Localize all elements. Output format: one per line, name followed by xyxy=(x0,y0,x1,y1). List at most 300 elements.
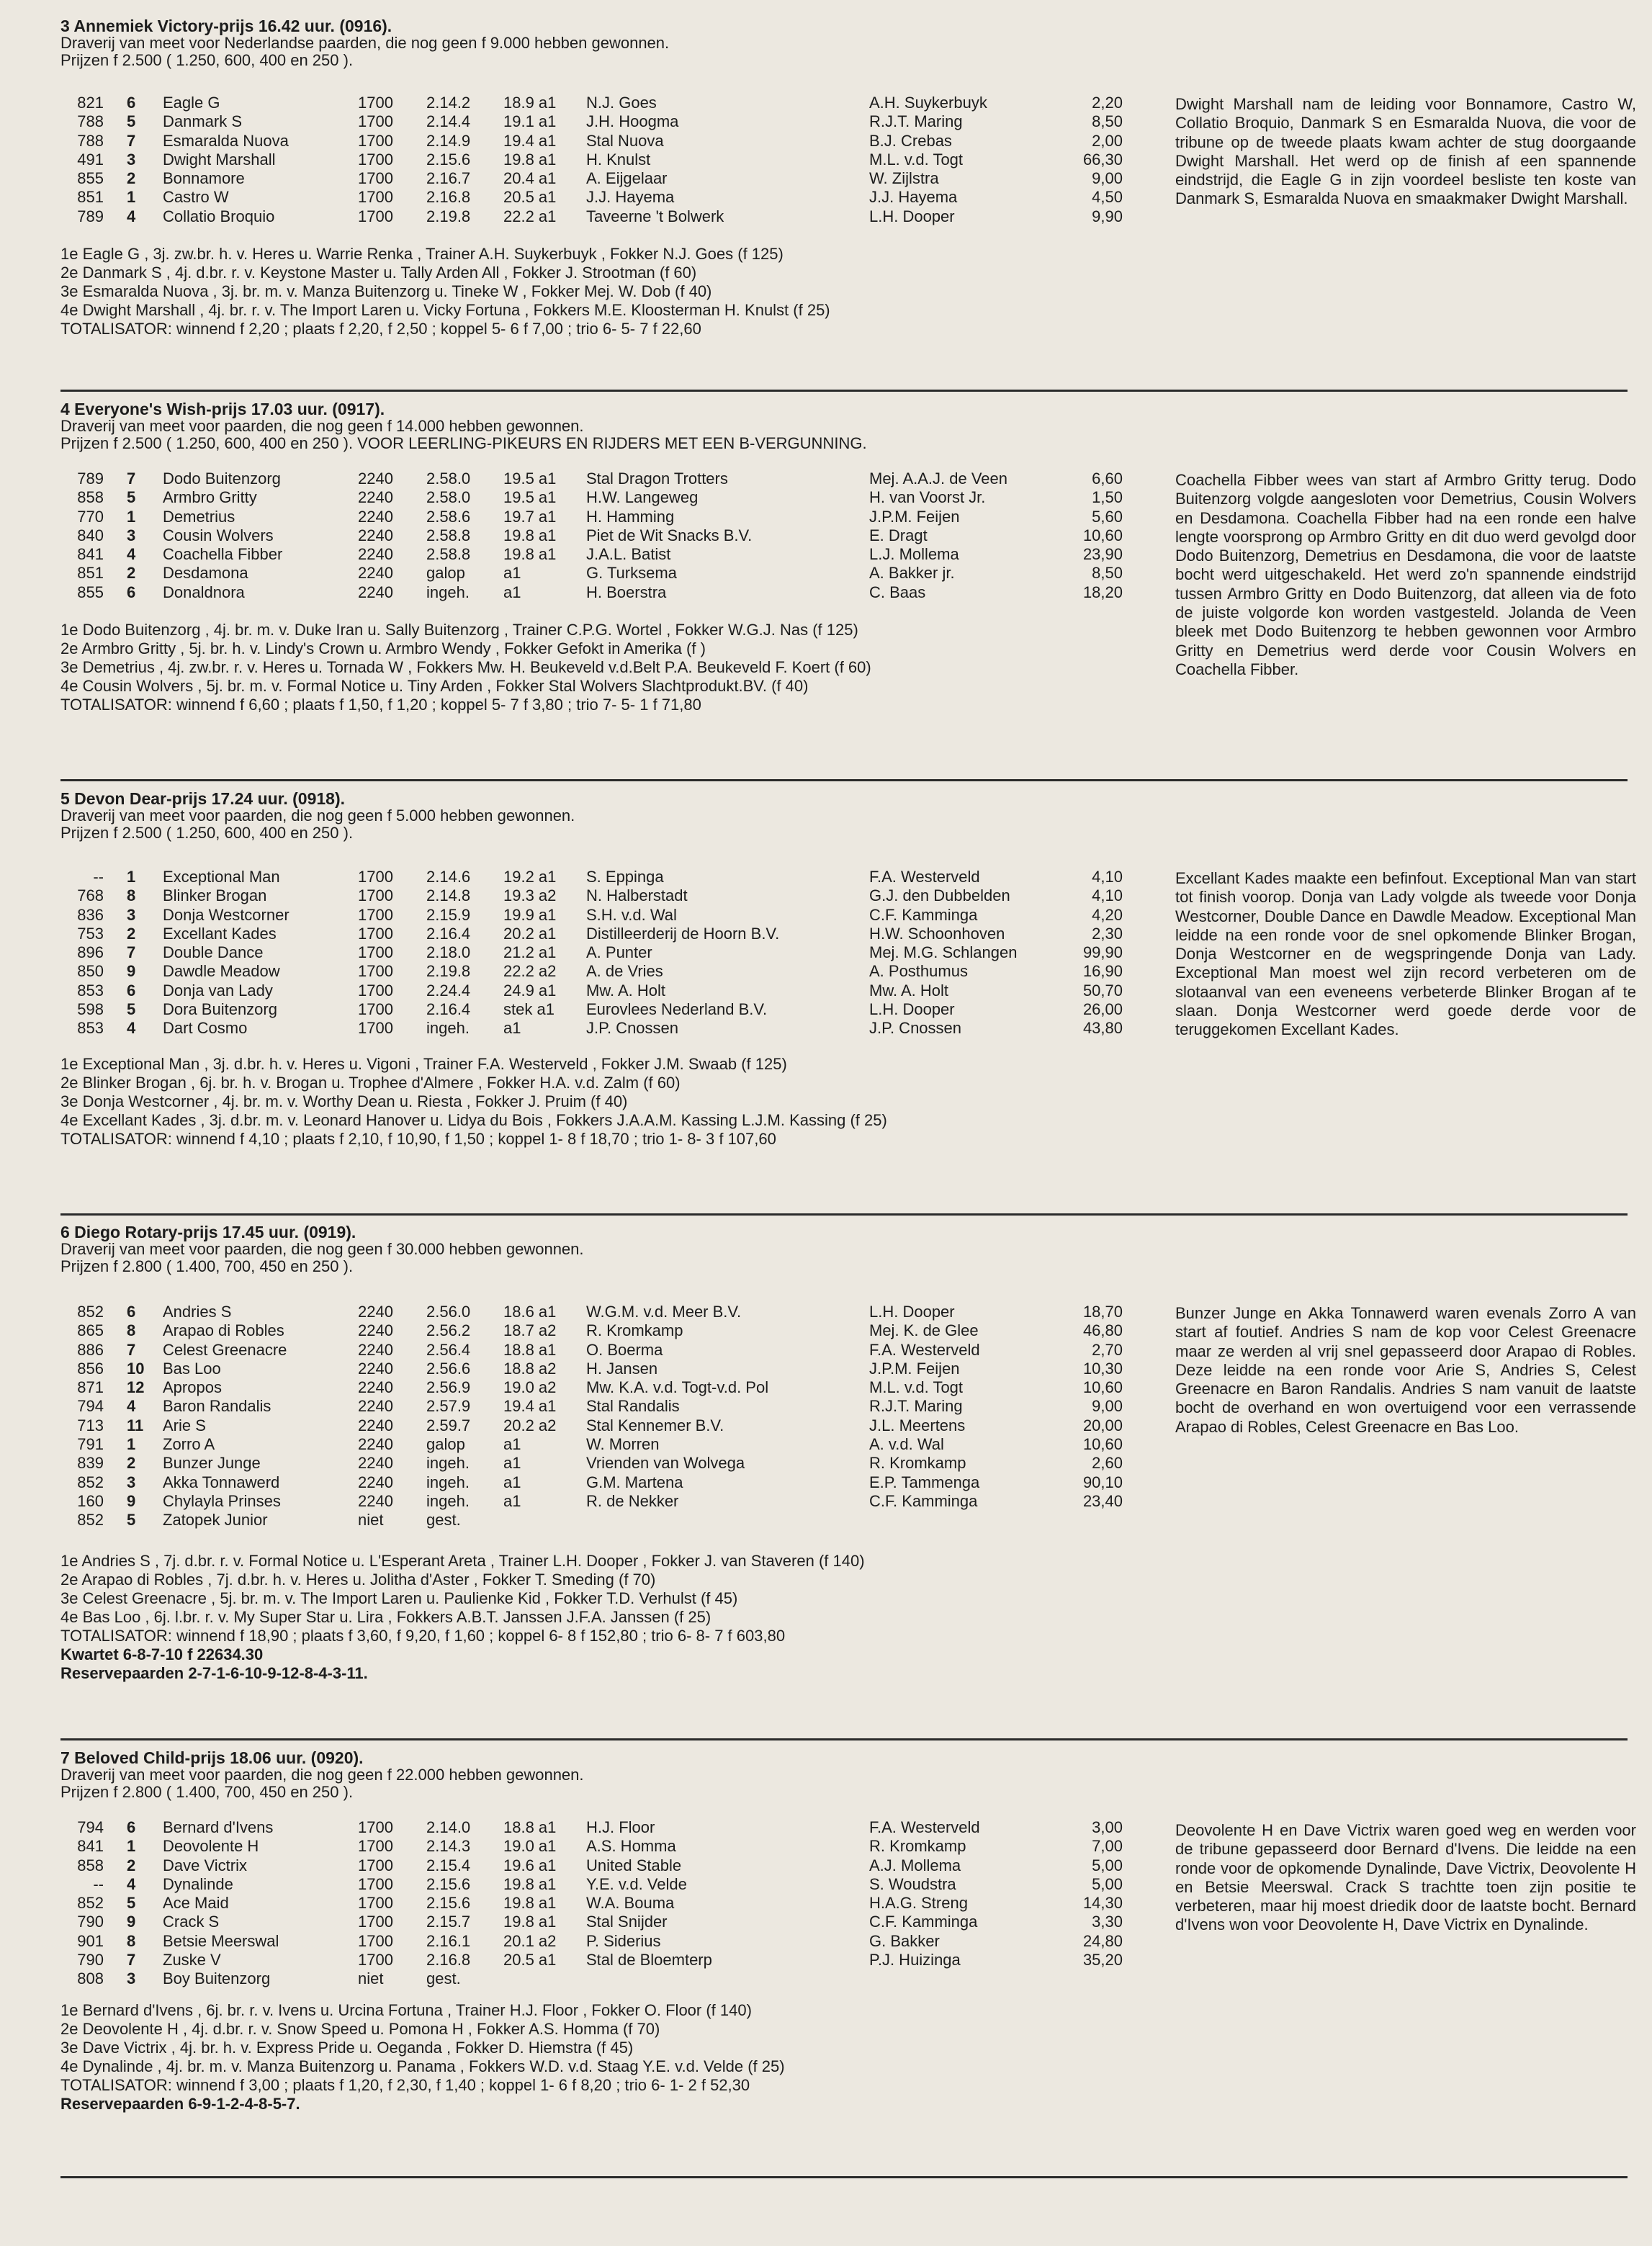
result-line: 2e Deovolente H , 4j. d.br. r. v. Snow Speed u. Pomona H , Fokker A.S. Homma (f 70) xyxy=(60,2020,660,2038)
post-position: 7 xyxy=(127,470,136,488)
odds-value: 10,30 xyxy=(1082,1359,1123,1378)
distance: 2240 xyxy=(358,1321,393,1340)
km-time: a1 xyxy=(503,1473,521,1491)
result-line: TOTALISATOR: winnend f 6,60 ; plaats f 1,50, f 1,20 ; koppel 5- 7 f 3,80 ; trio 7- 5- 1 f 71,80 xyxy=(60,696,701,714)
result-line: 1e Dodo Buitenzorg , 4j. br. m. v. Duke Iran u. Sally Buitenzorg , Trainer C.P.G. Wortel , Fokker W.G.J. Nas (f 125) xyxy=(60,621,858,639)
race-conditions: Draverij van meet voor Nederlandse paarden, die nog geen f 9.000 hebben gewonnen. xyxy=(60,34,670,52)
result-line: 2e Danmark S , 4j. d.br. r. v. Keystone Master u. Tally Arden All , Fokker J. Strootman (f 60) xyxy=(60,264,697,282)
post-position: 2 xyxy=(127,1454,136,1473)
km-time: 19.7 a1 xyxy=(503,507,557,526)
start-number: 852 xyxy=(77,1511,104,1529)
odds-value: 2,70 xyxy=(1092,1340,1123,1359)
km-time: 19.6 a1 xyxy=(503,1856,557,1874)
owner-name: N. Halberstadt xyxy=(586,886,688,905)
km-time: 19.8 a1 xyxy=(503,1913,557,1931)
distance: 1700 xyxy=(358,94,393,112)
driver-name: A. Bakker jr. xyxy=(869,564,955,583)
result-summary-line: Kwartet 6-8-7-10 f 22634.30 xyxy=(60,1645,264,1663)
post-position: 4 xyxy=(127,545,136,564)
km-time: 19.8 a1 xyxy=(503,150,557,169)
driver-name: J.P.M. Feijen xyxy=(869,1359,960,1378)
race-title: 7 Beloved Child-prijs 18.06 uur. (0920). xyxy=(60,1748,364,1767)
start-number: 886 xyxy=(77,1340,104,1359)
post-position: 8 xyxy=(127,1931,136,1950)
post-position: 3 xyxy=(127,1969,136,1988)
distance: 2240 xyxy=(358,470,393,488)
post-position: 5 xyxy=(127,488,136,507)
driver-name: Mw. A. Holt xyxy=(869,981,949,1000)
start-number: 491 xyxy=(77,150,104,169)
horse-name: Bas Loo xyxy=(163,1359,221,1378)
result-line: 3e Demetrius , 4j. zw.br. r. v. Heres u. Tornada W , Fokkers Mw. H. Beukeveld v.d.Belt P.A. Beukeveld F. Koert (f 60) xyxy=(60,658,871,676)
driver-name: L.H. Dooper xyxy=(869,1303,955,1321)
race-comment: Excellant Kades maakte een befinfout. Exceptional Man van start tot finish voorop. Donja van Lady volgde als tweede voor Donja Westcorner, Double Dance en Dawdle Meadow. Exceptional Man leidde na een ronde voor de snel opkomende Blinker Brogan, Donja Westcorner en de wegspringende Donja van Lady. Exceptional Man moest wel zijn record verbeteren om de slotaanval van een eveneens verbeterde Blinker Brogan af te slaan. Donja Westcorner werd goede derde voor de teruggekomen Excellant Kades. xyxy=(1175,869,1636,1039)
race-time: 2.14.2 xyxy=(426,94,471,112)
driver-name: C.F. Kamminga xyxy=(869,905,978,924)
driver-name: Mej. A.A.J. de Veen xyxy=(869,470,1008,488)
distance: 1700 xyxy=(358,905,393,924)
owner-name: G. Turksema xyxy=(586,564,677,583)
race-time: 2.16.8 xyxy=(426,188,471,207)
race-section xyxy=(60,1748,1636,2113)
horse-name: Akka Tonnawerd xyxy=(163,1473,280,1491)
horse-name: Dawdle Meadow xyxy=(163,962,280,981)
horse-name: Arapao di Robles xyxy=(163,1321,284,1340)
post-position: 8 xyxy=(127,886,136,905)
post-position: 2 xyxy=(127,564,136,583)
start-number: 865 xyxy=(77,1321,104,1340)
driver-name: W. Zijlstra xyxy=(869,169,939,188)
post-position: 4 xyxy=(127,207,136,225)
post-position: 6 xyxy=(127,1303,136,1321)
horse-name: Zorro A xyxy=(163,1435,215,1454)
race-time: 2.19.8 xyxy=(426,962,471,981)
race-time: 2.14.0 xyxy=(426,1818,471,1836)
post-position: 3 xyxy=(127,1473,136,1491)
owner-name: Mw. K.A. v.d. Togt-v.d. Pol xyxy=(586,1378,769,1397)
post-position: 1 xyxy=(127,1837,136,1856)
driver-name: C.F. Kamminga xyxy=(869,1491,978,1510)
result-line: 1e Bernard d'Ivens , 6j. br. r. v. Ivens u. Urcina Fortuna , Trainer H.J. Floor , Fokker O. Floor (f 140) xyxy=(60,2001,752,2019)
horse-name: Dart Cosmo xyxy=(163,1019,248,1038)
horse-name: Dora Buitenzorg xyxy=(163,1000,277,1019)
driver-name: G.J. den Dubbelden xyxy=(869,886,1010,905)
driver-name: L.J. Mollema xyxy=(869,545,959,564)
post-position: 6 xyxy=(127,583,136,601)
race-time: 2.24.4 xyxy=(426,981,471,1000)
start-number: 871 xyxy=(77,1378,104,1397)
race-time: 2.15.6 xyxy=(426,1874,471,1893)
race-title: 6 Diego Rotary-prijs 17.45 uur. (0919). xyxy=(60,1223,356,1241)
start-number: 841 xyxy=(77,1837,104,1856)
result-line: 3e Esmaralda Nuova , 3j. br. m. v. Manza Buitenzorg u. Tineke W , Fokker Mej. W. Dob (f 40) xyxy=(60,282,712,300)
start-number: 858 xyxy=(77,1856,104,1874)
race-time: ingeh. xyxy=(426,1019,470,1038)
post-position: 9 xyxy=(127,1913,136,1931)
result-line: 2e Armbro Gritty , 5j. br. h. v. Lindy's Crown u. Armbro Wendy , Fokker Gefokt in Amerika (f ) xyxy=(60,639,706,657)
km-time: 20.1 a2 xyxy=(503,1931,557,1950)
race-title: 5 Devon Dear-prijs 17.24 uur. (0918). xyxy=(60,789,346,808)
driver-name: L.H. Dooper xyxy=(869,1000,955,1019)
owner-name: A. Punter xyxy=(586,943,652,962)
race-time: 2.56.0 xyxy=(426,1303,471,1321)
race-results xyxy=(60,2001,785,2114)
horse-name: Double Dance xyxy=(163,943,264,962)
start-number: 791 xyxy=(77,1435,104,1454)
distance: 1700 xyxy=(358,1894,393,1913)
driver-name: H. van Voorst Jr. xyxy=(869,488,986,507)
odds-value: 8,50 xyxy=(1092,564,1123,583)
post-position: 9 xyxy=(127,1491,136,1510)
horse-name: Baron Randalis xyxy=(163,1397,271,1416)
start-number: 808 xyxy=(77,1969,104,1988)
km-time: 19.5 a1 xyxy=(503,488,557,507)
driver-name: R. Kromkamp xyxy=(869,1837,966,1856)
driver-name: B.J. Crebas xyxy=(869,131,952,150)
odds-value: 18,70 xyxy=(1082,1303,1123,1321)
driver-name: R.J.T. Maring xyxy=(869,112,963,131)
start-number: 753 xyxy=(77,924,104,943)
odds-value: 3,00 xyxy=(1092,1818,1123,1836)
driver-name: F.A. Westerveld xyxy=(869,868,980,886)
distance: 1700 xyxy=(358,886,393,905)
start-number: 853 xyxy=(77,981,104,1000)
km-time: 18.6 a1 xyxy=(503,1303,557,1321)
start-number: 790 xyxy=(77,1913,104,1931)
odds-value: 4,50 xyxy=(1092,188,1123,207)
start-number: 788 xyxy=(77,112,104,131)
start-number: 598 xyxy=(77,1000,104,1019)
driver-name: E.P. Tammenga xyxy=(869,1473,980,1491)
owner-name: G.M. Martena xyxy=(586,1473,683,1491)
odds-value: 2,30 xyxy=(1092,924,1123,943)
owner-name: P. Siderius xyxy=(586,1931,661,1950)
odds-value: 4,10 xyxy=(1092,886,1123,905)
km-time: a1 xyxy=(503,1019,521,1038)
km-time: 18.8 a2 xyxy=(503,1359,557,1378)
start-number: 856 xyxy=(77,1359,104,1378)
distance: 1700 xyxy=(358,1818,393,1836)
odds-value: 3,30 xyxy=(1092,1913,1123,1931)
section-divider xyxy=(60,1738,1628,1740)
distance: 2240 xyxy=(358,1454,393,1473)
distance: 2240 xyxy=(358,1397,393,1416)
race-time: ingeh. xyxy=(426,1473,470,1491)
horse-name: Excellant Kades xyxy=(163,924,277,943)
result-line: 4e Dynalinde , 4j. br. m. v. Manza Buitenzorg u. Panama , Fokkers W.D. v.d. Staag Y.E. v.d. Velde (f 25) xyxy=(60,2057,785,2075)
driver-name: E. Dragt xyxy=(869,526,928,544)
km-time: 19.5 a1 xyxy=(503,470,557,488)
start-number: 852 xyxy=(77,1473,104,1491)
owner-name: Piet de Wit Snacks B.V. xyxy=(586,526,753,544)
odds-value: 1,50 xyxy=(1092,488,1123,507)
race-time: 2.57.9 xyxy=(426,1397,471,1416)
distance: 1700 xyxy=(358,868,393,886)
start-number: -- xyxy=(93,868,104,886)
result-line: 3e Celest Greenacre , 5j. br. m. v. The Import Laren u. Paulienke Kid , Fokker T.D. Verhulst (f 45) xyxy=(60,1589,738,1607)
km-time: 22.2 a1 xyxy=(503,207,557,225)
start-number: 901 xyxy=(77,1931,104,1950)
horse-name: Chylayla Prinses xyxy=(163,1491,281,1510)
driver-name: H.W. Schoonhoven xyxy=(869,924,1005,943)
race-section xyxy=(60,1223,1636,1682)
odds-value: 2,20 xyxy=(1092,94,1123,112)
distance: 1700 xyxy=(358,1931,393,1950)
owner-name: H. Boerstra xyxy=(586,583,667,601)
race-time: 2.59.7 xyxy=(426,1416,471,1434)
race-results xyxy=(60,1552,865,1683)
km-time: a1 xyxy=(503,1435,521,1454)
race-title: 3 Annemiek Victory-prijs 16.42 uur. (0916). xyxy=(60,17,392,35)
owner-name: W.A. Bouma xyxy=(586,1894,675,1913)
driver-name: C. Baas xyxy=(869,583,926,601)
odds-value: 5,00 xyxy=(1092,1874,1123,1893)
km-time: 18.8 a1 xyxy=(503,1340,557,1359)
owner-name: H. Knulst xyxy=(586,150,651,169)
owner-name: W.G.M. v.d. Meer B.V. xyxy=(586,1303,742,1321)
km-time: 19.0 a1 xyxy=(503,1837,557,1856)
race-time: 2.14.9 xyxy=(426,131,471,150)
owner-name: J.H. Hoogma xyxy=(586,112,679,131)
km-time: 20.4 a1 xyxy=(503,169,557,188)
race-time: 2.14.3 xyxy=(426,1837,471,1856)
distance: 2240 xyxy=(358,564,393,583)
driver-name: F.A. Westerveld xyxy=(869,1340,980,1359)
race-time: 2.15.7 xyxy=(426,1913,471,1931)
distance: niet xyxy=(358,1511,384,1529)
post-position: 2 xyxy=(127,169,136,188)
start-number: 821 xyxy=(77,94,104,112)
race-time: 2.58.6 xyxy=(426,507,471,526)
odds-value: 6,60 xyxy=(1092,470,1123,488)
owner-name: H. Hamming xyxy=(586,507,675,526)
horse-name: Collatio Broquio xyxy=(163,207,275,225)
race-time: 2.16.4 xyxy=(426,924,471,943)
post-position: 3 xyxy=(127,526,136,544)
race-conditions: Draverij van meet voor paarden, die nog geen f 14.000 hebben gewonnen. xyxy=(60,417,584,435)
odds-value: 9,90 xyxy=(1092,207,1123,225)
distance: 1700 xyxy=(358,188,393,207)
odds-value: 18,20 xyxy=(1082,583,1123,601)
odds-value: 23,90 xyxy=(1082,545,1123,564)
km-time: a1 xyxy=(503,1491,521,1510)
post-position: 1 xyxy=(127,1435,136,1454)
horse-name: Coachella Fibber xyxy=(163,545,283,564)
start-number: 896 xyxy=(77,943,104,962)
post-position: 6 xyxy=(127,981,136,1000)
race-section xyxy=(60,400,1636,714)
distance: 1700 xyxy=(358,1019,393,1038)
horse-name: Donja Westcorner xyxy=(163,905,289,924)
owner-name: A.S. Homma xyxy=(586,1837,676,1856)
section-divider xyxy=(60,390,1628,392)
owner-name: H. Jansen xyxy=(586,1359,658,1378)
post-position: 11 xyxy=(127,1416,144,1434)
km-time: 19.3 a2 xyxy=(503,886,557,905)
post-position: 2 xyxy=(127,924,136,943)
post-position: 4 xyxy=(127,1397,136,1416)
km-time: 18.8 a1 xyxy=(503,1818,557,1836)
odds-value: 14,30 xyxy=(1082,1894,1123,1913)
race-comment: Bunzer Junge en Akka Tonnawerd waren evenals Zorro A van start af foutief. Andries S nam de kop voor Celest Greenacre maar ze werden al vrij snel gepasseerd door Arapao di Robles. Deze leidde na een ronde voor Arie S, Andries S, Celest Greenacre en Baron Randalis. Andries S nam vanuit de laatste bocht de overhand en won overtuigend voor een verrassende Arapao di Robles, Celest Greenacre en Bas Loo. xyxy=(1175,1304,1636,1436)
race-title: 4 Everyone's Wish-prijs 17.03 uur. (0917). xyxy=(60,400,385,418)
race-prizes: Prijzen f 2.500 ( 1.250, 600, 400 en 250 ). VOOR LEERLING-PIKEURS EN RIJDERS MET EEN B-VERGUNNING. xyxy=(60,434,867,452)
start-number: 855 xyxy=(77,583,104,601)
distance: 2240 xyxy=(358,1435,393,1454)
post-position: 4 xyxy=(127,1874,136,1893)
start-number: 850 xyxy=(77,962,104,981)
km-time: 18.7 a2 xyxy=(503,1321,557,1340)
horse-name: Bunzer Junge xyxy=(163,1454,261,1473)
driver-name: A. Posthumus xyxy=(869,962,968,981)
odds-value: 90,10 xyxy=(1082,1473,1123,1491)
horse-name: Armbro Gritty xyxy=(163,488,257,507)
start-number: 836 xyxy=(77,905,104,924)
race-conditions: Draverij van meet voor paarden, die nog geen f 30.000 hebben gewonnen. xyxy=(60,1240,584,1258)
section-divider xyxy=(60,1213,1628,1216)
km-time: 19.8 a1 xyxy=(503,545,557,564)
driver-name: M.L. v.d. Togt xyxy=(869,1378,964,1397)
odds-value: 7,00 xyxy=(1092,1837,1123,1856)
distance: 1700 xyxy=(358,924,393,943)
section-divider xyxy=(60,2176,1628,2178)
owner-name: S. Eppinga xyxy=(586,868,664,886)
distance: 1700 xyxy=(358,1951,393,1969)
odds-value: 23,40 xyxy=(1082,1491,1123,1510)
race-prizes: Prijzen f 2.800 ( 1.400, 700, 450 en 250 ). xyxy=(60,1783,354,1801)
result-line: 2e Arapao di Robles , 7j. d.br. h. v. Heres u. Jolitha d'Aster , Fokker T. Smeding (f 70) xyxy=(60,1571,656,1589)
horse-name: Zuske V xyxy=(163,1951,221,1969)
post-position: 9 xyxy=(127,962,136,981)
distance: 1700 xyxy=(358,962,393,981)
result-line: 4e Dwight Marshall , 4j. br. r. v. The Import Laren u. Vicky Fortuna , Fokkers M.E. Kloosterman H. Knulst (f 25) xyxy=(60,301,830,319)
odds-value: 46,80 xyxy=(1082,1321,1123,1340)
distance: 1700 xyxy=(358,112,393,131)
post-position: 5 xyxy=(127,1894,136,1913)
odds-value: 24,80 xyxy=(1082,1931,1123,1950)
horse-name: Dynalinde xyxy=(163,1874,233,1893)
owner-name: J.A.L. Batist xyxy=(586,545,671,564)
start-number: 855 xyxy=(77,169,104,188)
horse-name: Eagle G xyxy=(163,94,220,112)
race-time: ingeh. xyxy=(426,1491,470,1510)
horse-name: Blinker Brogan xyxy=(163,886,267,905)
horse-name: Danmark S xyxy=(163,112,243,131)
post-position: 6 xyxy=(127,94,136,112)
race-time: 2.14.6 xyxy=(426,868,471,886)
horse-name: Donja van Lady xyxy=(163,981,273,1000)
race-time: 2.14.8 xyxy=(426,886,471,905)
race-time: 2.58.8 xyxy=(426,545,471,564)
owner-name: Eurovlees Nederland B.V. xyxy=(586,1000,768,1019)
race-prizes: Prijzen f 2.800 ( 1.400, 700, 450 en 250 ). xyxy=(60,1257,354,1275)
result-line: 2e Blinker Brogan , 6j. br. h. v. Brogan u. Trophee d'Almere , Fokker H.A. v.d. Zalm (f 60) xyxy=(60,1074,681,1092)
horse-name: Arie S xyxy=(163,1416,206,1434)
race-time: 2.15.6 xyxy=(426,1894,471,1913)
odds-value: 20,00 xyxy=(1082,1416,1123,1434)
post-position: 2 xyxy=(127,1856,136,1874)
race-time: 2.19.8 xyxy=(426,207,471,225)
result-summary-line: Reservepaarden 2-7-1-6-10-9-12-8-4-3-11. xyxy=(60,1664,368,1682)
horse-name: Dwight Marshall xyxy=(163,150,276,169)
km-time: 24.9 a1 xyxy=(503,981,557,1000)
race-section xyxy=(60,17,1636,338)
distance: niet xyxy=(358,1969,384,1988)
race-prizes: Prijzen f 2.500 ( 1.250, 600, 400 en 250 ). xyxy=(60,824,354,842)
km-time: 22.2 a2 xyxy=(503,962,557,981)
owner-name: Y.E. v.d. Velde xyxy=(586,1874,687,1893)
result-line: 3e Donja Westcorner , 4j. br. m. v. Worthy Dean u. Riesta , Fokker J. Pruim (f 40) xyxy=(60,1092,628,1110)
distance: 2240 xyxy=(358,545,393,564)
owner-name: A. Eijgelaar xyxy=(586,169,668,188)
start-number: 852 xyxy=(77,1303,104,1321)
odds-value: 35,20 xyxy=(1082,1951,1123,1969)
owner-name: J.P. Cnossen xyxy=(586,1019,679,1038)
driver-name: M.L. v.d. Togt xyxy=(869,150,964,169)
owner-name: R. de Nekker xyxy=(586,1491,679,1510)
km-time: 19.8 a1 xyxy=(503,1894,557,1913)
driver-name: F.A. Westerveld xyxy=(869,1818,980,1836)
post-position: 8 xyxy=(127,1321,136,1340)
post-position: 4 xyxy=(127,1019,136,1038)
driver-name: Mej. M.G. Schlangen xyxy=(869,943,1018,962)
horse-name: Deovolente H xyxy=(163,1837,259,1856)
owner-name: Mw. A. Holt xyxy=(586,981,666,1000)
start-number: 853 xyxy=(77,1019,104,1038)
driver-name: A. v.d. Wal xyxy=(869,1435,944,1454)
km-time: 19.4 a1 xyxy=(503,131,557,150)
race-time: 2.56.2 xyxy=(426,1321,471,1340)
start-number: 841 xyxy=(77,545,104,564)
driver-name: P.J. Huizinga xyxy=(869,1951,961,1969)
odds-value: 26,00 xyxy=(1082,1000,1123,1019)
start-number: 851 xyxy=(77,564,104,583)
owner-name: O. Boerma xyxy=(586,1340,663,1359)
distance: 2240 xyxy=(358,1416,393,1434)
odds-value: 2,60 xyxy=(1092,1454,1123,1473)
horse-name: Bonnamore xyxy=(163,169,245,188)
race-results xyxy=(60,245,830,338)
owner-name: Stal de Bloemterp xyxy=(586,1951,712,1969)
driver-name: Mej. K. de Glee xyxy=(869,1321,979,1340)
race-conditions: Draverij van meet voor paarden, die nog geen f 5.000 hebben gewonnen. xyxy=(60,807,575,825)
driver-name: J.P.M. Feijen xyxy=(869,507,960,526)
race-section xyxy=(60,789,1636,1148)
post-position: 12 xyxy=(127,1378,145,1397)
distance: 2240 xyxy=(358,1378,393,1397)
km-time: 19.2 a1 xyxy=(503,868,557,886)
distance: 1700 xyxy=(358,207,393,225)
race-time: 2.15.6 xyxy=(426,150,471,169)
km-time: 20.5 a1 xyxy=(503,1951,557,1969)
driver-name: G. Bakker xyxy=(869,1931,940,1950)
km-time: a1 xyxy=(503,564,521,583)
odds-value: 50,70 xyxy=(1082,981,1123,1000)
distance: 2240 xyxy=(358,526,393,544)
horse-name: Demetrius xyxy=(163,507,235,526)
km-time: 20.2 a1 xyxy=(503,924,557,943)
start-number: 794 xyxy=(77,1818,104,1836)
owner-name: Distilleerderij de Hoorn B.V. xyxy=(586,924,780,943)
result-line: 3e Dave Victrix , 4j. br. h. v. Express Pride u. Oeganda , Fokker D. Hiemstra (f 45) xyxy=(60,2039,634,2057)
start-number: -- xyxy=(93,1874,104,1893)
driver-name: C.F. Kamminga xyxy=(869,1913,978,1931)
post-position: 1 xyxy=(127,188,136,207)
race-time: gest. xyxy=(426,1969,461,1988)
km-time: 19.9 a1 xyxy=(503,905,557,924)
start-number: 852 xyxy=(77,1894,104,1913)
owner-name: S.H. v.d. Wal xyxy=(586,905,677,924)
